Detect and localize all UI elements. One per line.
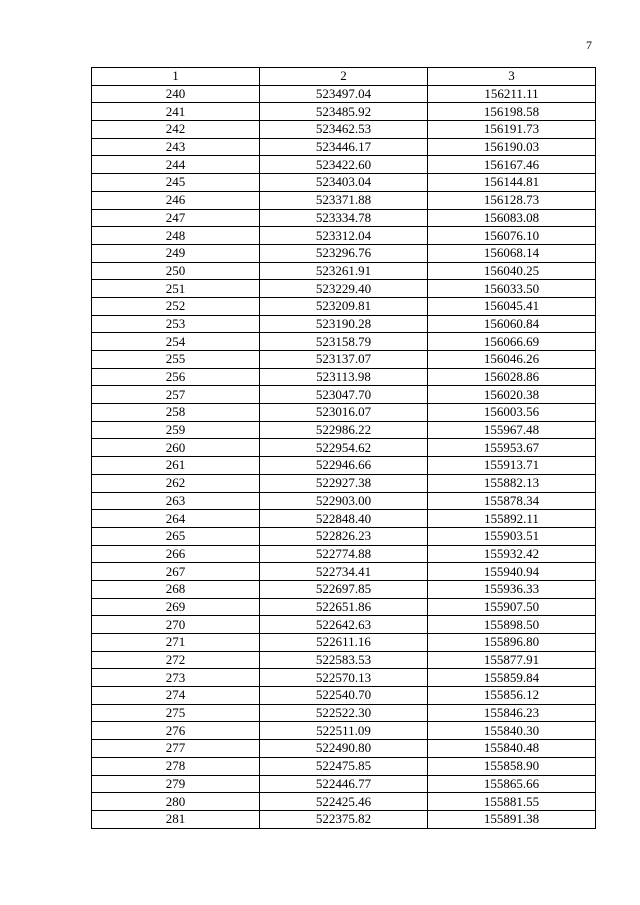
point-number-cell: 253 xyxy=(92,315,260,333)
x-coordinate-cell: 523047.70 xyxy=(260,386,428,404)
point-number-cell: 275 xyxy=(92,704,260,722)
table-row xyxy=(92,121,596,139)
y-coordinate-cell: 156060.84 xyxy=(428,315,596,333)
table-row xyxy=(92,244,596,262)
point-number-cell: 250 xyxy=(92,262,260,280)
table-row xyxy=(92,510,596,528)
point-number-cell: 280 xyxy=(92,793,260,811)
x-coordinate-cell: 522511.09 xyxy=(260,722,428,740)
x-coordinate-cell: 522611.16 xyxy=(260,634,428,652)
point-number-cell: 256 xyxy=(92,368,260,386)
y-coordinate-cell: 155903.51 xyxy=(428,527,596,545)
x-coordinate-cell: 522522.30 xyxy=(260,704,428,722)
table-row xyxy=(92,439,596,457)
y-coordinate-cell: 155940.94 xyxy=(428,563,596,581)
x-coordinate-cell: 522583.53 xyxy=(260,651,428,669)
y-coordinate-cell: 155936.33 xyxy=(428,580,596,598)
x-coordinate-cell: 522954.62 xyxy=(260,439,428,457)
x-coordinate-cell: 523296.76 xyxy=(260,244,428,262)
table-row xyxy=(92,333,596,351)
point-number-cell: 265 xyxy=(92,527,260,545)
x-coordinate-cell: 523209.81 xyxy=(260,297,428,315)
x-coordinate-cell: 523422.60 xyxy=(260,156,428,174)
column-header-1: 1 xyxy=(92,68,260,86)
table-row xyxy=(92,527,596,545)
x-coordinate-cell: 523190.28 xyxy=(260,315,428,333)
y-coordinate-cell: 156167.46 xyxy=(428,156,596,174)
x-coordinate-cell: 523497.04 xyxy=(260,85,428,103)
table-row xyxy=(92,209,596,227)
table-row xyxy=(92,474,596,492)
table-row xyxy=(92,103,596,121)
point-number-cell: 246 xyxy=(92,191,260,209)
x-coordinate-cell: 522826.23 xyxy=(260,527,428,545)
table-row xyxy=(92,563,596,581)
table-row xyxy=(92,227,596,245)
point-number-cell: 245 xyxy=(92,174,260,192)
y-coordinate-cell: 155840.48 xyxy=(428,740,596,758)
point-number-cell: 279 xyxy=(92,775,260,793)
table-row xyxy=(92,457,596,475)
x-coordinate-cell: 522946.66 xyxy=(260,457,428,475)
y-coordinate-cell: 156211.11 xyxy=(428,85,596,103)
x-coordinate-cell: 522642.63 xyxy=(260,616,428,634)
y-coordinate-cell: 156128.73 xyxy=(428,191,596,209)
x-coordinate-cell: 523113.98 xyxy=(260,368,428,386)
table-row xyxy=(92,297,596,315)
y-coordinate-cell: 155859.84 xyxy=(428,669,596,687)
point-number-cell: 248 xyxy=(92,227,260,245)
table-row xyxy=(92,545,596,563)
y-coordinate-cell: 155967.48 xyxy=(428,421,596,439)
y-coordinate-cell: 155896.80 xyxy=(428,634,596,652)
column-header-3: 3 xyxy=(428,68,596,86)
point-number-cell: 270 xyxy=(92,616,260,634)
y-coordinate-cell: 156083.08 xyxy=(428,209,596,227)
point-number-cell: 258 xyxy=(92,404,260,422)
table-row xyxy=(92,262,596,280)
y-coordinate-cell: 156040.25 xyxy=(428,262,596,280)
point-number-cell: 278 xyxy=(92,757,260,775)
y-coordinate-cell: 156198.58 xyxy=(428,103,596,121)
x-coordinate-cell: 522651.86 xyxy=(260,598,428,616)
point-number-cell: 264 xyxy=(92,510,260,528)
x-coordinate-cell: 522734.41 xyxy=(260,563,428,581)
x-coordinate-cell: 523312.04 xyxy=(260,227,428,245)
table-row xyxy=(92,740,596,758)
y-coordinate-cell: 155865.66 xyxy=(428,775,596,793)
point-number-cell: 268 xyxy=(92,580,260,598)
x-coordinate-cell: 522446.77 xyxy=(260,775,428,793)
point-number-cell: 254 xyxy=(92,333,260,351)
point-number-cell: 263 xyxy=(92,492,260,510)
point-number-cell: 255 xyxy=(92,351,260,369)
y-coordinate-cell: 155877.91 xyxy=(428,651,596,669)
table-row xyxy=(92,757,596,775)
x-coordinate-cell: 522927.38 xyxy=(260,474,428,492)
point-number-cell: 252 xyxy=(92,297,260,315)
table-row xyxy=(92,598,596,616)
table-row xyxy=(92,775,596,793)
point-number-cell: 277 xyxy=(92,740,260,758)
table-row xyxy=(92,687,596,705)
table-row xyxy=(92,492,596,510)
y-coordinate-cell: 155953.67 xyxy=(428,439,596,457)
x-coordinate-cell: 522774.88 xyxy=(260,545,428,563)
column-header-2: 2 xyxy=(260,68,428,86)
table-row xyxy=(92,315,596,333)
x-coordinate-cell: 523371.88 xyxy=(260,191,428,209)
y-coordinate-cell: 156020.38 xyxy=(428,386,596,404)
y-coordinate-cell: 156033.50 xyxy=(428,280,596,298)
y-coordinate-cell: 156191.73 xyxy=(428,121,596,139)
x-coordinate-cell: 522475.85 xyxy=(260,757,428,775)
y-coordinate-cell: 155892.11 xyxy=(428,510,596,528)
x-coordinate-cell: 522986.22 xyxy=(260,421,428,439)
y-coordinate-cell: 156003.56 xyxy=(428,404,596,422)
y-coordinate-cell: 156068.14 xyxy=(428,244,596,262)
table-row xyxy=(92,616,596,634)
table-row xyxy=(92,404,596,422)
x-coordinate-cell: 523016.07 xyxy=(260,404,428,422)
table-header-row xyxy=(92,68,596,86)
table-row xyxy=(92,156,596,174)
y-coordinate-cell: 156066.69 xyxy=(428,333,596,351)
table-row xyxy=(92,280,596,298)
x-coordinate-cell: 523462.53 xyxy=(260,121,428,139)
y-coordinate-cell: 155913.71 xyxy=(428,457,596,475)
point-number-cell: 241 xyxy=(92,103,260,121)
table-row xyxy=(92,368,596,386)
point-number-cell: 274 xyxy=(92,687,260,705)
x-coordinate-cell: 523485.92 xyxy=(260,103,428,121)
point-number-cell: 266 xyxy=(92,545,260,563)
x-coordinate-cell: 522490.80 xyxy=(260,740,428,758)
x-coordinate-cell: 523229.40 xyxy=(260,280,428,298)
point-number-cell: 267 xyxy=(92,563,260,581)
x-coordinate-cell: 523158.79 xyxy=(260,333,428,351)
x-coordinate-cell: 523334.78 xyxy=(260,209,428,227)
table-row xyxy=(92,351,596,369)
table-row xyxy=(92,669,596,687)
x-coordinate-cell: 522540.70 xyxy=(260,687,428,705)
y-coordinate-cell: 156190.03 xyxy=(428,138,596,156)
x-coordinate-cell: 523403.04 xyxy=(260,174,428,192)
y-coordinate-cell: 155858.90 xyxy=(428,757,596,775)
x-coordinate-cell: 522848.40 xyxy=(260,510,428,528)
y-coordinate-cell: 155907.50 xyxy=(428,598,596,616)
y-coordinate-cell: 156028.86 xyxy=(428,368,596,386)
x-coordinate-cell: 523137.07 xyxy=(260,351,428,369)
x-coordinate-cell: 522425.46 xyxy=(260,793,428,811)
y-coordinate-cell: 155891.38 xyxy=(428,810,596,828)
y-coordinate-cell: 156046.26 xyxy=(428,351,596,369)
table-row xyxy=(92,386,596,404)
table-body xyxy=(92,85,596,828)
x-coordinate-cell: 522903.00 xyxy=(260,492,428,510)
point-number-cell: 251 xyxy=(92,280,260,298)
y-coordinate-cell: 156045.41 xyxy=(428,297,596,315)
table-row xyxy=(92,85,596,103)
y-coordinate-cell: 155881.55 xyxy=(428,793,596,811)
point-number-cell: 249 xyxy=(92,244,260,262)
y-coordinate-cell: 155846.23 xyxy=(428,704,596,722)
table-row xyxy=(92,793,596,811)
point-number-cell: 281 xyxy=(92,810,260,828)
y-coordinate-cell: 155882.13 xyxy=(428,474,596,492)
table-row xyxy=(92,191,596,209)
x-coordinate-cell: 522697.85 xyxy=(260,580,428,598)
table-row xyxy=(92,704,596,722)
point-number-cell: 276 xyxy=(92,722,260,740)
y-coordinate-cell: 156144.81 xyxy=(428,174,596,192)
x-coordinate-cell: 522375.82 xyxy=(260,810,428,828)
table-row xyxy=(92,651,596,669)
point-number-cell: 272 xyxy=(92,651,260,669)
point-number-cell: 261 xyxy=(92,457,260,475)
y-coordinate-cell: 156076.10 xyxy=(428,227,596,245)
point-number-cell: 271 xyxy=(92,634,260,652)
table-row xyxy=(92,634,596,652)
table-row xyxy=(92,421,596,439)
x-coordinate-cell: 523446.17 xyxy=(260,138,428,156)
x-coordinate-cell: 522570.13 xyxy=(260,669,428,687)
table-row xyxy=(92,580,596,598)
point-number-cell: 242 xyxy=(92,121,260,139)
point-number-cell: 269 xyxy=(92,598,260,616)
coordinates-table xyxy=(91,67,596,829)
page-number: 7 xyxy=(586,38,592,52)
point-number-cell: 243 xyxy=(92,138,260,156)
table-row xyxy=(92,722,596,740)
point-number-cell: 247 xyxy=(92,209,260,227)
point-number-cell: 259 xyxy=(92,421,260,439)
point-number-cell: 257 xyxy=(92,386,260,404)
table-row xyxy=(92,174,596,192)
y-coordinate-cell: 155878.34 xyxy=(428,492,596,510)
table-row xyxy=(92,810,596,828)
point-number-cell: 240 xyxy=(92,85,260,103)
point-number-cell: 262 xyxy=(92,474,260,492)
point-number-cell: 260 xyxy=(92,439,260,457)
y-coordinate-cell: 155840.30 xyxy=(428,722,596,740)
point-number-cell: 273 xyxy=(92,669,260,687)
y-coordinate-cell: 155856.12 xyxy=(428,687,596,705)
y-coordinate-cell: 155932.42 xyxy=(428,545,596,563)
point-number-cell: 244 xyxy=(92,156,260,174)
x-coordinate-cell: 523261.91 xyxy=(260,262,428,280)
y-coordinate-cell: 155898.50 xyxy=(428,616,596,634)
table-row xyxy=(92,138,596,156)
